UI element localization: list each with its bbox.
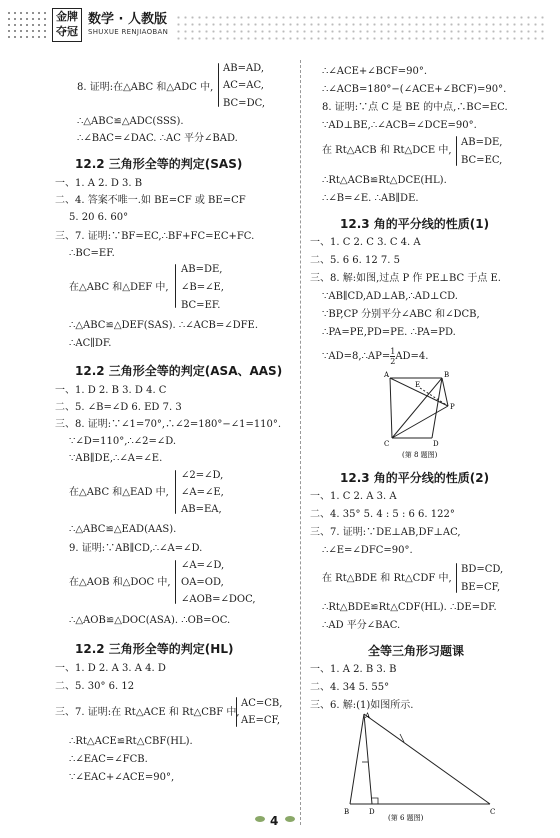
brace-line: OA=OD, <box>181 577 224 588</box>
label-p: P <box>450 403 455 411</box>
answer-line: 三、7. 证明:∵BF=EC,∴BF+FC=EC+FC. <box>55 231 255 242</box>
segment-ac <box>364 714 490 804</box>
brace <box>456 563 457 593</box>
answer-text: AD=4. <box>395 351 429 362</box>
answer-line: 一、1. D 2. B 3. D 4. C <box>55 385 167 396</box>
answer-line: ∵AD⊥BE,∴∠ACB=∠DCE=90°. <box>322 120 477 131</box>
segment-ab <box>350 714 364 804</box>
answer-line: 8. 证明:∵点 C 是 BE 的中点,∴BC=EC. <box>322 102 508 113</box>
segment-ad <box>364 714 372 804</box>
answer-line: 二、4. 34 5. 55° <box>310 682 390 693</box>
section-heading: 12.2 三角形全等的判定(SAS) <box>75 157 243 171</box>
answer-line: 三、8. 解:如图,过点 P 作 PE⊥BC 于点 E. <box>310 273 501 284</box>
logo-line-1: 金牌 <box>56 10 78 23</box>
label-e: E <box>415 381 421 389</box>
figure-6-diagram <box>340 712 510 822</box>
brace-line: AB=DE, <box>181 264 223 275</box>
answer-line: ∴△ABC≌△DEF(SAS). ∴∠ACB=∠DFE. <box>69 320 259 331</box>
answer-line: ∴AC∥DF. <box>69 338 112 349</box>
figure-caption: (第 8 题图) <box>402 451 438 459</box>
brace <box>175 560 176 604</box>
answer-line: 在△AOB 和△DOC 中, <box>69 577 171 588</box>
answer-text: ∵AD=8,∴AP= <box>322 351 391 362</box>
segment-pe <box>420 388 448 406</box>
book-subtitle: SHUXUE RENJIAOBAN <box>88 28 169 36</box>
answer-line: 8. 证明:在△ABC 和△ADC 中, <box>77 82 214 93</box>
answer-line: ∴PA=PE,PD=PE. ∴PA=PD. <box>322 327 456 338</box>
label-d: D <box>369 808 375 816</box>
brace-line: AB=EA, <box>181 504 222 515</box>
brace-line: BC=EC, <box>461 155 503 166</box>
brace <box>236 697 237 727</box>
right-angle-mark <box>372 798 378 804</box>
segment-ac <box>390 378 392 438</box>
brace-line: ∠A=∠D, <box>181 560 225 571</box>
answer-line: ∴Rt△ACB≌Rt△DCE(HL). <box>322 175 447 186</box>
brace-line: BC=DC, <box>223 98 266 109</box>
brace-line: ∠A=∠E, <box>181 487 224 498</box>
answer-line: 9. 证明:∵AB∥CD,∴∠A=∠D. <box>69 543 203 554</box>
section-heading: 全等三角形习题课 <box>368 644 465 658</box>
answer-line: 在△ABC 和△DEF 中, <box>69 282 169 293</box>
brace-line: AC=CB, <box>241 698 283 709</box>
answer-line: ∴∠ACE+∠BCF=90°. <box>322 66 428 77</box>
answer-line: ∴Rt△ACE≌Rt△CBF(HL). <box>69 736 193 747</box>
answer-line: ∴∠EAC=∠FCB. <box>69 754 148 765</box>
answer-line: ∴Rt△BDE≌Rt△CDF(HL). ∴DE=DF. <box>322 602 497 613</box>
answer-line: 一、1. C 2. C 3. C 4. A <box>310 237 421 248</box>
leaf-ornament-right <box>285 816 295 822</box>
label-c: C <box>384 440 390 448</box>
brace-line: ∠B=∠E, <box>181 282 224 293</box>
brace-line: AB=AD, <box>223 63 265 74</box>
answer-line: ∴∠B=∠E. ∴AB∥DE. <box>322 193 419 204</box>
figure-8-diagram <box>370 370 470 460</box>
answer-line: 在 Rt△ACB 和 Rt△DCE 中, <box>322 145 452 156</box>
answer-line: 一、1. C 2. A 3. A <box>310 491 397 502</box>
brace <box>218 63 219 107</box>
answer-line: 一、1. A 2. D 3. B <box>55 178 143 189</box>
page-header <box>0 0 560 52</box>
answer-line: 三、6. 解:(1)如图所示. <box>310 700 414 711</box>
fraction-numerator: 1 <box>390 347 396 356</box>
answer-line: ∴∠ACB=180°−(∠ACE+∠BCF)=90°. <box>322 84 507 95</box>
logo-line-2: 夺冠 <box>56 25 78 38</box>
brace-line: BE=CF, <box>461 582 501 593</box>
brand-logo <box>52 8 82 42</box>
answer-line: 二、4. 答案不唯一.如 BE=CF 或 BE=CF <box>55 195 246 206</box>
label-d: D <box>433 440 439 448</box>
answer-line: 三、7. 证明:在 Rt△ACE 和 Rt△CBF 中, <box>55 707 240 718</box>
segment-bp <box>442 378 448 406</box>
answer-line: ∴∠E=∠DFC=90°. <box>322 545 413 556</box>
fraction-denominator: 2 <box>390 357 396 366</box>
answer-line: 二、4. 35° 5. 4 : 5 : 6 6. 122° <box>310 509 455 520</box>
answer-line: 三、7. 证明:∵DE⊥AB,DF⊥AC, <box>310 527 461 538</box>
brace-line: AC=AC, <box>223 80 264 91</box>
answer-line: ∴∠BAC=∠DAC. ∴AC 平分∠BAD. <box>77 133 238 144</box>
segment-bd <box>432 378 442 438</box>
answer-line: ∵∠EAC+∠ACE=90°, <box>69 772 175 783</box>
answer-line: ∵∠D=110°,∴∠2=∠D. <box>69 436 177 447</box>
answer-line: ∵AB∥CD,AD⊥AB,∴AD⊥CD. <box>322 291 458 302</box>
figure-caption: (第 6 题图) <box>388 814 424 822</box>
brace-line: AB=DE, <box>461 137 503 148</box>
answer-line: ∴BC=EF. <box>69 248 115 259</box>
answer-line: 在△ABC 和△EAD 中, <box>69 487 169 498</box>
answer-line: ∴△ABC≌△ADC(SSS). <box>77 116 184 127</box>
brace-line: BC=EF. <box>181 300 221 311</box>
brace-line: ∠AOB=∠DOC, <box>181 594 256 605</box>
answer-line: ∴△ABC≌△EAD(AAS). <box>69 524 177 535</box>
leaf-ornament-left <box>255 816 265 822</box>
answer-line: ∵BP,CP 分别平分∠ABC 和∠DCB, <box>322 309 480 320</box>
answer-line: ∴△AOB≌△DOC(ASA). ∴OB=OC. <box>69 615 231 626</box>
answer-line: ∵AB∥DE,∴∠A=∠E. <box>69 453 163 464</box>
answer-line: 二、5. 30° 6. 12 <box>55 681 135 692</box>
label-b: B <box>444 371 450 379</box>
section-heading: 12.3 角的平分线的性质(1) <box>340 217 490 231</box>
section-heading: 12.3 角的平分线的性质(2) <box>340 471 490 485</box>
answer-line: 二、5. 6 6. 12 7. 5 <box>310 255 400 266</box>
answer-line: 二、5. ∠B=∠D 6. ED 7. 3 <box>55 402 182 413</box>
answer-line: ∴AD 平分∠BAC. <box>322 620 401 631</box>
segment-cp <box>392 406 448 438</box>
answer-line: 5. 20 6. 60° <box>69 212 129 223</box>
brace-line: BD=CD, <box>461 564 504 575</box>
column-divider <box>300 60 301 825</box>
answer-line: 一、1. A 2. B 3. B <box>310 664 397 675</box>
label-c: C <box>490 808 496 816</box>
brace-line: ∠2=∠D, <box>181 470 224 481</box>
book-title: 数学 · 人教版 <box>88 12 167 27</box>
brace <box>456 136 457 166</box>
decorative-dots <box>6 10 46 40</box>
brace <box>175 264 176 308</box>
answer-line: 三、8. 证明:∵∠1=70°,∴∠2=180°−∠1=110°. <box>55 419 282 430</box>
answer-line <box>322 347 428 366</box>
section-heading: 12.2 三角形全等的判定(HL) <box>75 642 234 656</box>
section-heading: 12.2 三角形全等的判定(ASA、AAS) <box>75 364 283 378</box>
page-number: 4 <box>270 814 279 828</box>
brace <box>175 470 176 514</box>
label-b: B <box>344 808 350 816</box>
label-a: A <box>384 371 390 379</box>
label-a: A <box>365 712 371 720</box>
answer-line: 一、1. D 2. A 3. A 4. D <box>55 663 166 674</box>
brace-line: AE=CF, <box>241 715 281 726</box>
answer-line: 在 Rt△BDE 和 Rt△CDF 中, <box>322 573 452 584</box>
decorative-dots-band <box>175 14 545 40</box>
